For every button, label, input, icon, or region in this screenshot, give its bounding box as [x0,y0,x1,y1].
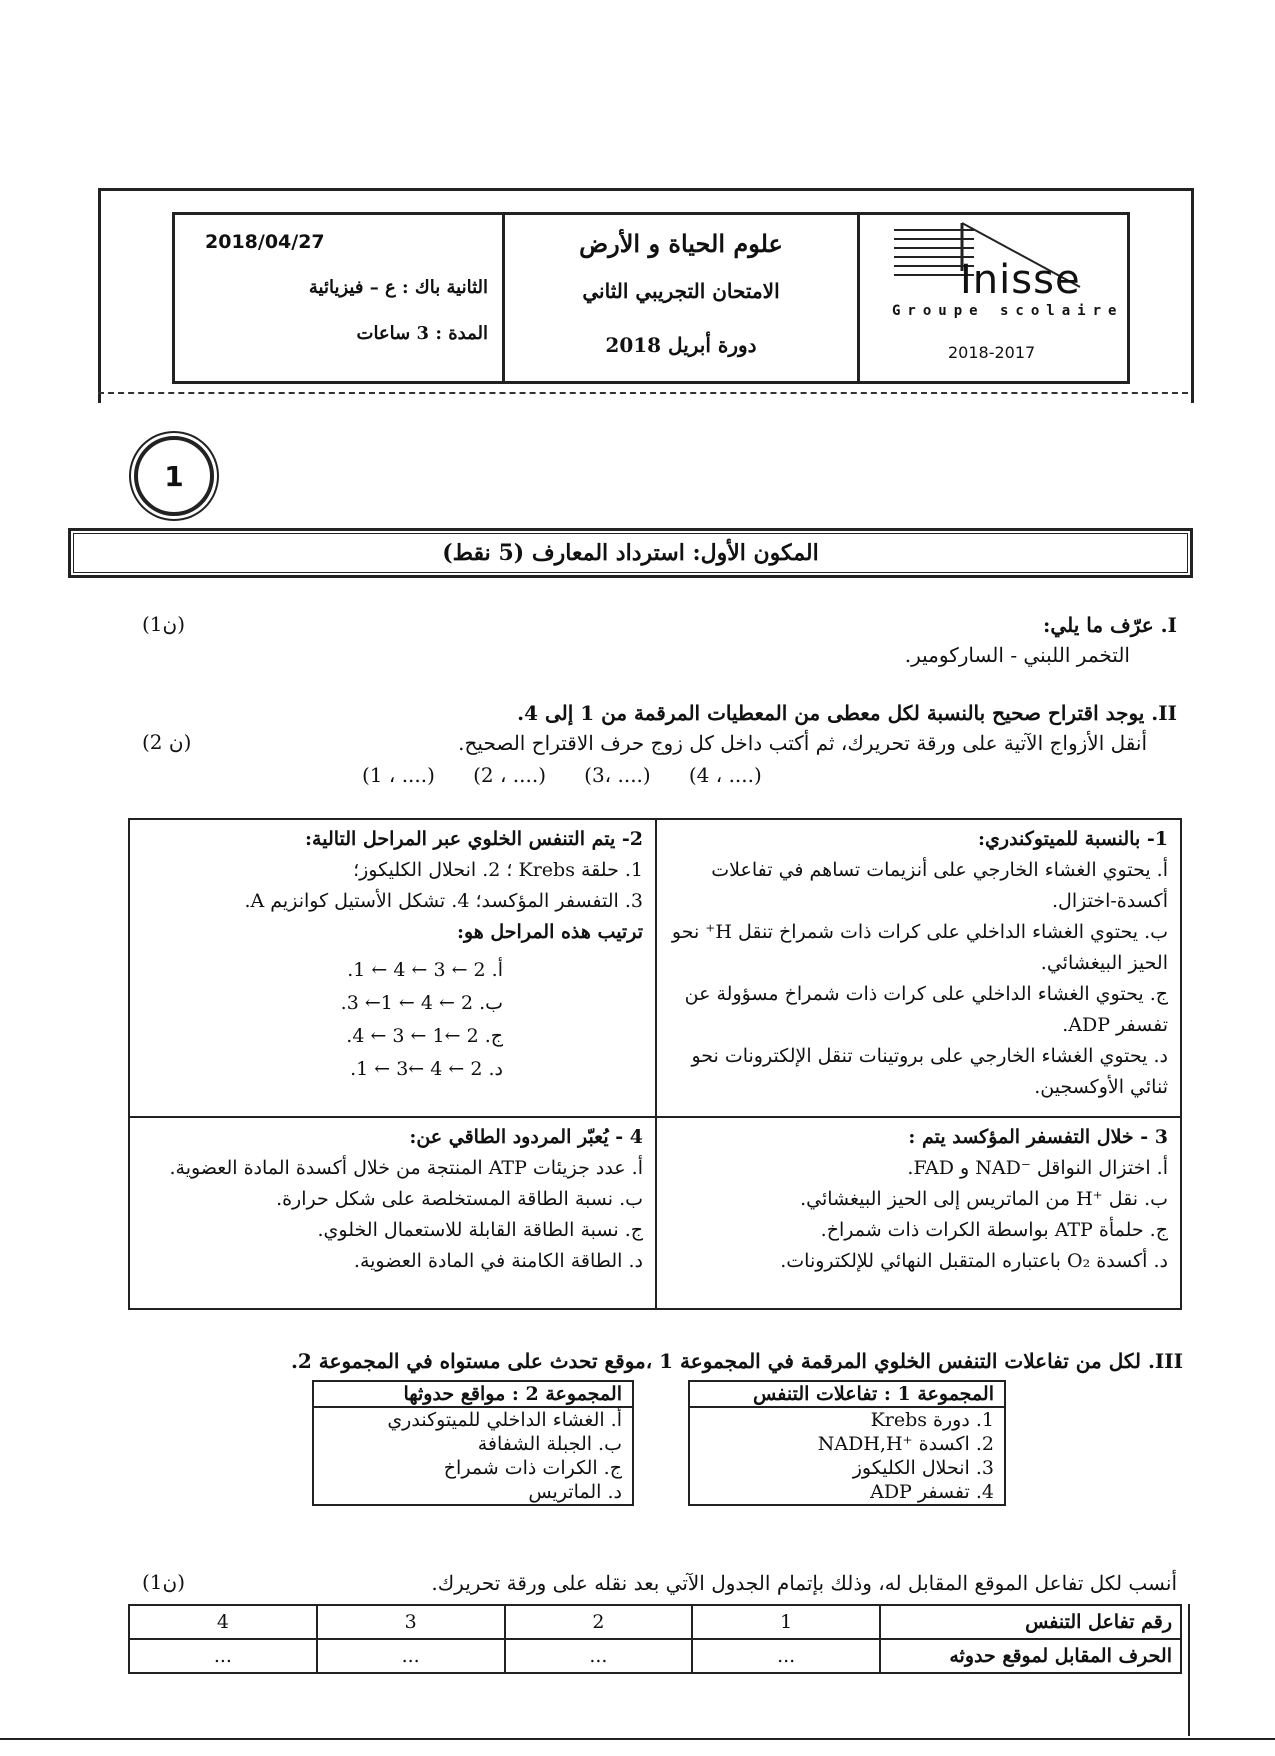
q2-item-2-stages-1: 1. حلقة Krebs ؛ 2. انحلال الكليكوز؛ [353,859,643,881]
answer-row-2-head: الحرف المقابل لموقع حدوثه [880,1639,1181,1673]
group-2-table [312,1380,634,1506]
exam-name: الامتحان التجريبي الثاني [582,279,780,303]
group-1-item: 3. انحلال الكليكوز [689,1456,1005,1480]
answer-blank: ... [317,1639,505,1673]
group-1-item: 2. اكسدة ⁺NADH,H [689,1432,1005,1456]
q2-item-3-c: ج. حلمأة ATP بواسطة الكرات ذات شمراخ. [820,1219,1168,1241]
group-1-table [688,1380,1006,1506]
exam-date: 2018/04/27 [205,231,325,253]
section-title: المكون الأول: استرداد المعارف (5 نقط) [68,528,1193,578]
q2-item-1 [655,820,1180,1118]
right-margin-line [1188,1604,1190,1736]
q2-item-3-a: أ. اختزال النواقل ⁻NAD و FAD. [907,1157,1168,1179]
answer-number: 1 [692,1605,880,1639]
q2-item-3-d: د. أكسدة O₂ باعتباره المتقبل النهائي للإلكترونات. [780,1250,1168,1272]
q2-item-3 [655,1118,1180,1308]
q2-item-2-d: د. 2 ← 4 ←3 ← 1. [350,1058,503,1080]
q2-item-1-a: أ. يحتوي الغشاء الخارجي على أنزيمات تساهم في تفاعلات أكسدة-اختزال. [711,859,1168,912]
q2-grid [128,818,1182,1310]
group-2-item: ب. الجبلة الشفافة [313,1432,633,1456]
answer-number: 2 [505,1605,693,1639]
logo-word: Inisse [960,257,1081,303]
answer-row-1-head: رقم تفاعل التنفس [880,1605,1181,1639]
answer-row-letters [129,1639,1181,1673]
q2-item-2-c: ج. 2 ←1 ← 3 ← 4. [346,1025,503,1047]
q2-item-4-c: ج. نسبة الطاقة القابلة للاستعمال الخلوي. [317,1219,643,1241]
answer-number: 4 [129,1605,317,1639]
footer-line [0,1738,1275,1740]
group-1-header: المجموعة 1 : تفاعلات التنفس [689,1381,1005,1407]
group-2-item: أ. الغشاء الداخلي للميتوكندري [313,1407,633,1432]
q2-item-3-title: 3 - خلال التفسفر المؤكسد يتم : [908,1126,1168,1148]
q3-points: (1ن) [142,1570,186,1594]
q2-item-2 [130,820,655,1118]
q2-answer-pairs: (1 ، ....) (2 ، ....) (3، ....) (4 ، ....) [362,763,762,787]
logo-subtitle: Groupe scolaire [892,303,1124,319]
header-title [505,215,860,381]
q1-title: I. عرّف ما يلي: [1043,613,1177,637]
q2-instruction: أنقل الأزواج الآتية على ورقة تحريرك، ثم أكتب داخل كل زوج حرف الاقتراح الصحيح. [458,731,1147,755]
answer-number: 3 [317,1605,505,1639]
q2-item-3-b: ب. نقل ⁺H من الماتريس إلى الحيز البيغشائي. [800,1188,1168,1210]
q2-item-4-title: 4 - يُعبّر المردود الطاقي عن: [409,1126,643,1148]
answer-blank: ... [129,1639,317,1673]
q2-title: II. يوجد اقتراح صحيح بالنسبة لكل معطى من المعطيات المرقمة من 1 إلى 4. [517,701,1177,725]
q2-item-4-b: ب. نسبة الطاقة المستخلصة على شكل حرارة. [276,1188,643,1210]
duration: المدة : 3 ساعات [356,323,488,344]
header-info [175,215,505,381]
answer-blank: ... [505,1639,693,1673]
header-divider [98,392,1188,394]
header-logo [860,215,1127,381]
q2-item-1-b: ب. يحتوي الغشاء الداخلي على كرات ذات شمراخ تنقل H⁺ نحو الحيز البيغشائي. [671,921,1168,974]
q2-points: (2 ن) [142,730,192,754]
group-2-header: المجموعة 2 : مواقع حدوثها [313,1381,633,1407]
level: الثانية باك : ع – فيزيائية [308,277,488,298]
exam-session: دورة أبريل 2018 [605,333,757,357]
answer-table [128,1604,1182,1674]
q2-item-2-stages-2: 3. التفسفر المؤكسد؛ 4. تشكل الأستيل كوانزيم A. [244,890,643,912]
q1-points: (1ن) [142,612,186,636]
group-1-item: 4. تفسفر ADP [689,1480,1005,1505]
q2-item-1-d: د. يحتوي الغشاء الخارجي على بروتينات تنقل الإلكترونات نحو ثنائي الأوكسجين. [691,1045,1168,1098]
page-number-badge: 1 [134,436,214,516]
q2-item-1-c: ج. يحتوي الغشاء الداخلي على كرات ذات شمراخ مسؤولة عن تفسفر ADP. [684,983,1168,1036]
q2-item-2-question: ترتيب هذه المراحل هو: [456,921,643,943]
q2-item-4-d: د. الطاقة الكامنة في المادة العضوية. [353,1250,643,1272]
q3-title: III. لكل من تفاعلات التنفس الخلوي المرقمة في المجموعة 1 ،موقع تحدث على مستواه في المجموعة 2. [290,1349,1183,1373]
q1-terms: التخمر اللبني - الساركومير. [904,643,1130,667]
q2-item-2-a: أ. 2 ← 3 ← 4 ← 1. [347,959,503,981]
group-1-item: 1. دورة Krebs [689,1407,1005,1432]
group-2-item: د. الماتريس [313,1480,633,1505]
q2-item-4-a: أ. عدد جزيئات ATP المنتجة من خلال أكسدة المادة العضوية. [169,1157,643,1179]
school-year: 2018-2017 [948,343,1036,362]
answer-row-numbers [129,1605,1181,1639]
group-2-item: ج. الكرات ذات شمراخ [313,1456,633,1480]
answer-blank: ... [692,1639,880,1673]
q2-item-1-title: 1- بالنسبة للميتوكندري: [978,828,1168,850]
header-box [172,212,1130,384]
q2-item-2-b: ب. 2 ← 4 ← 1← 3. [340,992,503,1014]
q3-instruction: أنسب لكل تفاعل الموقع المقابل له، وذلك بإتمام الجدول الآتي بعد نقله على ورقة تحريرك. [431,1571,1177,1595]
subject: علوم الحياة و الأرض [579,229,783,258]
q2-item-2-title: 2- يتم التنفس الخلوي عبر المراحل التالية: [305,828,643,850]
q2-item-4 [130,1118,655,1308]
